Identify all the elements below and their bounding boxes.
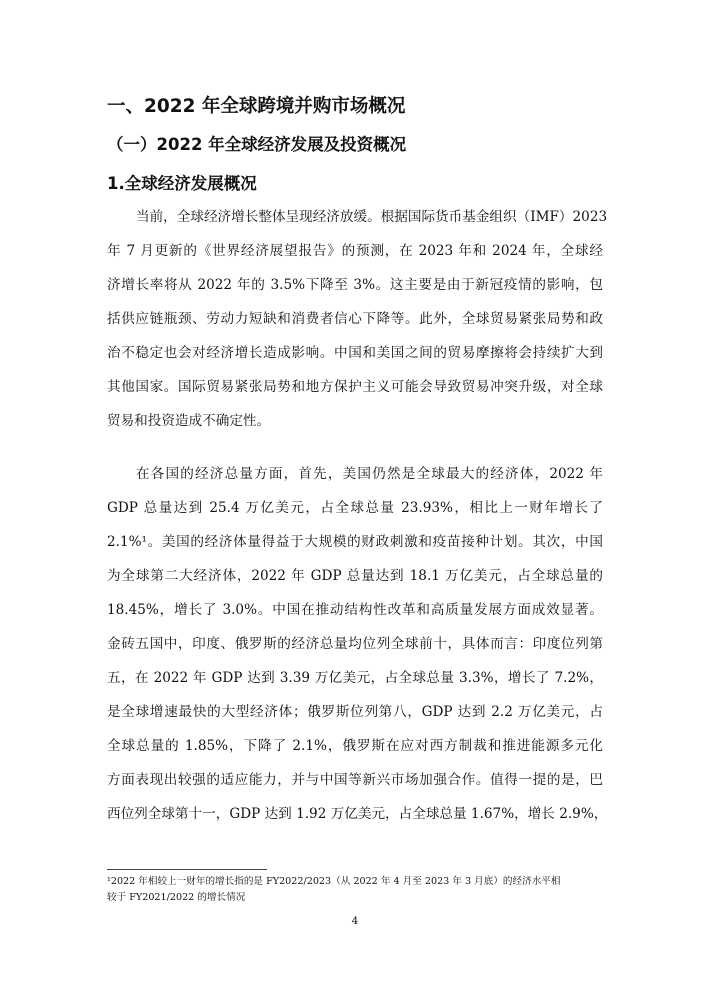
paragraph-1-line: 当前，全球经济增长整体呈现经济放缓。根据国际货币基金组织（IMF）2023 [136, 209, 608, 225]
paragraph-1-line: 济增长率将从 2022 年的 3.5%下降至 3%。这主要是由于新冠疫情的影响，包 [107, 277, 603, 293]
paragraph-2-line: 在各国的经济总量方面，首先，美国仍然是全球最大的经济体，2022 年 [136, 466, 603, 482]
paragraph-1-line: 括供应链瓶颈、劳动力短缺和消费者信心下降等。此外，全球贸易紧张局势和政 [107, 311, 603, 327]
paragraph-2-line: 西位列全球第十一，GDP 达到 1.92 万亿美元，占全球总量 1.67%，增长 2.9%， [107, 806, 608, 822]
paragraph-1-line: 治不稳定也会对经济增长造成影响。中国和美国之间的贸易摩擦将会持续扩大到 [107, 345, 603, 361]
paragraph-2-line: 全球总量的 1.85%，下降了 2.1%，俄罗斯在应对西方制裁和推进能源多元化 [107, 738, 603, 754]
paragraph-2-line: 金砖五国中，印度、俄罗斯的经济总量均位列全球前十，具体而言：印度位列第 [107, 636, 603, 652]
page-number: 4 [351, 915, 359, 927]
paragraph-1-line: 其他国家。国际贸易紧张局势和地方保护主义可能会导致贸易冲突升级，对全球 [107, 379, 603, 395]
paragraph-1-line: 贸易和投资造成不确定性。 [107, 413, 271, 429]
paragraph-2-line: 2.1%¹。美国的经济体量得益于大规模的财政刺激和疫苗接种计划。其次，中国 [107, 534, 603, 550]
paragraph-2-line: 五，在 2022 年 GDP 达到 3.39 万亿美元，占全球总量 3.3%，增长了 7.2%， [107, 670, 603, 686]
paragraph-2-line: 是全球增速最快的大型经济体；俄罗斯位列第八，GDP 达到 2.2 万亿美元，占 [107, 704, 603, 720]
footnote-divider [107, 869, 267, 870]
paragraph-2-line: 18.45%，增长了 3.0%。中国在推动结构性改革和高质量发展方面成效显著。 [107, 602, 603, 618]
paragraph-2-line: 为全球第二大经济体，2022 年 GDP 总量达到 18.1 万亿美元，占全球总量的 [107, 568, 603, 584]
paragraph-2-line: 方面表现出较强的适应能力，并与中国等新兴市场加强合作。值得一提的是，巴 [107, 772, 603, 788]
subsection-heading: （一）2022 年全球经济发展及投资概况 [107, 135, 407, 154]
sub-subsection-heading: 1.全球经济发展概况 [107, 174, 257, 193]
section-heading: 一、2022 年全球跨境并购市场概况 [107, 96, 406, 117]
paragraph-2-line: GDP 总量达到 25.4 万亿美元，占全球总量 23.93%，相比上一财年增长了 [107, 500, 603, 516]
footnote-line: ¹2022 年相较上一财年的增长指的是 FY2022/2023（从 2022 年 4 月至 2023 年 3 月底）的经济水平相 [107, 876, 561, 887]
paragraph-1-line: 年 7 月更新的《世界经济展望报告》的预测，在 2023 年和 2024 年，全球经 [107, 243, 603, 259]
footnote-line: 较于 FY2021/2022 的增长情况 [107, 892, 246, 903]
